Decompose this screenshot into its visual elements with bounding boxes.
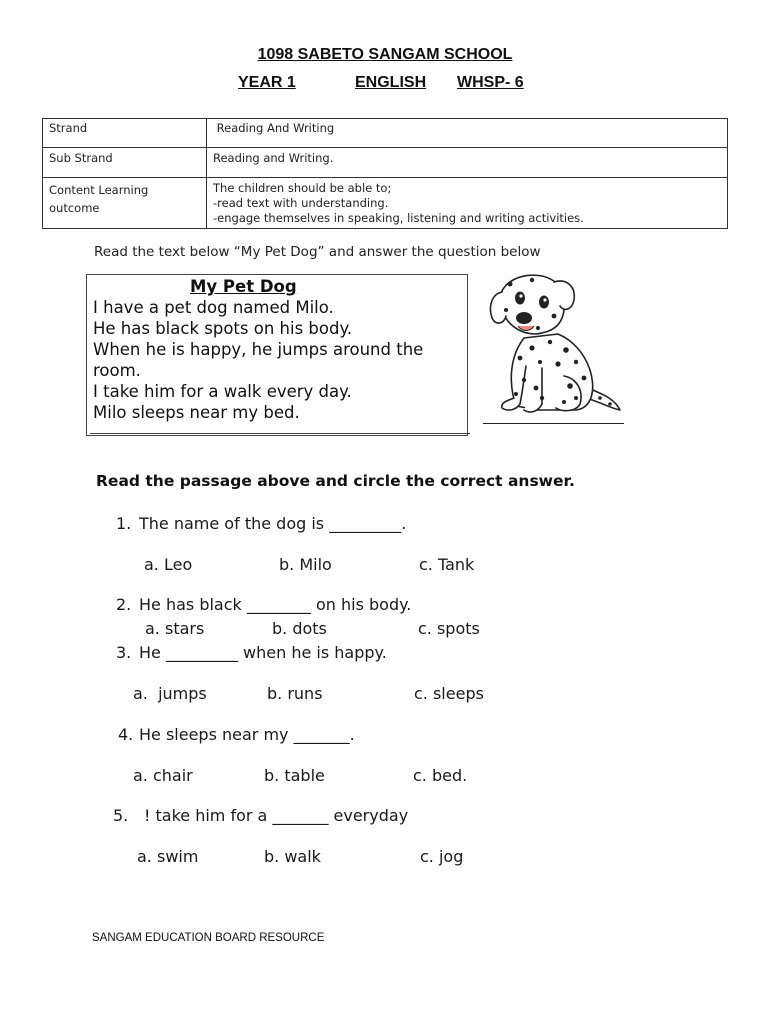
story-line: I have a pet dog named Milo. [93, 298, 334, 317]
subject-label: ENGLISH [355, 74, 427, 91]
table-row [43, 119, 728, 148]
story-underline [90, 433, 470, 434]
question-number: 2. [116, 595, 132, 614]
table-row [43, 148, 728, 178]
sub-strand-value: Reading and Writing. [207, 148, 728, 178]
story-line: room. [93, 361, 141, 380]
reading-instruction: Read the text below “My Pet Dog” and answer the question below [94, 244, 541, 260]
question-number: 3. [116, 643, 132, 662]
outcome-line: -engage themselves in speaking, listening and writing activities. [213, 211, 584, 225]
answer-option[interactable]: a. swim [137, 847, 199, 866]
answer-option[interactable]: a. stars [145, 619, 205, 638]
sub-strand-label: Sub Strand [43, 148, 207, 178]
answer-option[interactable]: a. chair [133, 766, 193, 785]
answer-option[interactable]: b. table [264, 766, 325, 785]
table-row [43, 178, 728, 229]
answer-option[interactable]: c. sleeps [414, 684, 484, 703]
answer-option[interactable]: c. bed. [413, 766, 468, 785]
answer-option[interactable]: c. jog [420, 847, 464, 866]
illustration-underline [483, 423, 624, 424]
question-text: The name of the dog is _________. [139, 514, 407, 533]
outcome-line: -read text with understanding. [213, 196, 389, 210]
answer-option[interactable]: a. jumps [133, 684, 207, 703]
answer-option[interactable]: c. Tank [419, 555, 475, 574]
question-text: He has black ________ on his body. [139, 595, 412, 614]
answer-option[interactable]: b. runs [267, 684, 323, 703]
answer-option[interactable]: b. dots [272, 619, 327, 638]
school-title: 1098 SABETO SANGAM SCHOOL [257, 46, 513, 63]
strand-label: Strand [43, 119, 207, 148]
footer-text: SANGAM EDUCATION BOARD RESOURCE [92, 932, 325, 944]
outcome-label [43, 178, 207, 229]
question-number: 1. [116, 514, 132, 533]
answer-option[interactable]: b. Milo [279, 555, 332, 574]
story-line: I take him for a walk every day. [93, 382, 352, 401]
outcome-label-line: Content Learning [49, 183, 149, 197]
answer-option[interactable]: a. Leo [144, 555, 193, 574]
task-instruction: Read the passage above and circle the correct answer. [96, 472, 575, 490]
story-title: My Pet Dog [190, 277, 297, 296]
year-label: YEAR 1 [238, 74, 296, 91]
worksheet-label: WHSP- 6 [457, 74, 524, 91]
answer-option[interactable]: b. walk [264, 847, 321, 866]
outcome-line: The children should be able to; [213, 181, 392, 195]
strand-value: Reading And Writing [207, 119, 728, 148]
question-text: He sleeps near my _______. [139, 725, 355, 744]
outcome-value [207, 178, 728, 229]
question-text: ! take him for a _______ everyday [144, 806, 409, 825]
question-number: 4. [118, 725, 134, 744]
answer-option[interactable]: c. spots [418, 619, 480, 638]
story-line: Milo sleeps near my bed. [93, 403, 300, 422]
story-line: When he is happy, he jumps around the [93, 340, 424, 359]
story-line: He has black spots on his body. [93, 319, 353, 338]
curriculum-table [42, 118, 728, 229]
dalmatian-puppy-icon [480, 270, 630, 420]
outcome-label-line: outcome [49, 201, 100, 215]
question-text: He _________ when he is happy. [139, 643, 387, 662]
question-number: 5. [113, 806, 129, 825]
